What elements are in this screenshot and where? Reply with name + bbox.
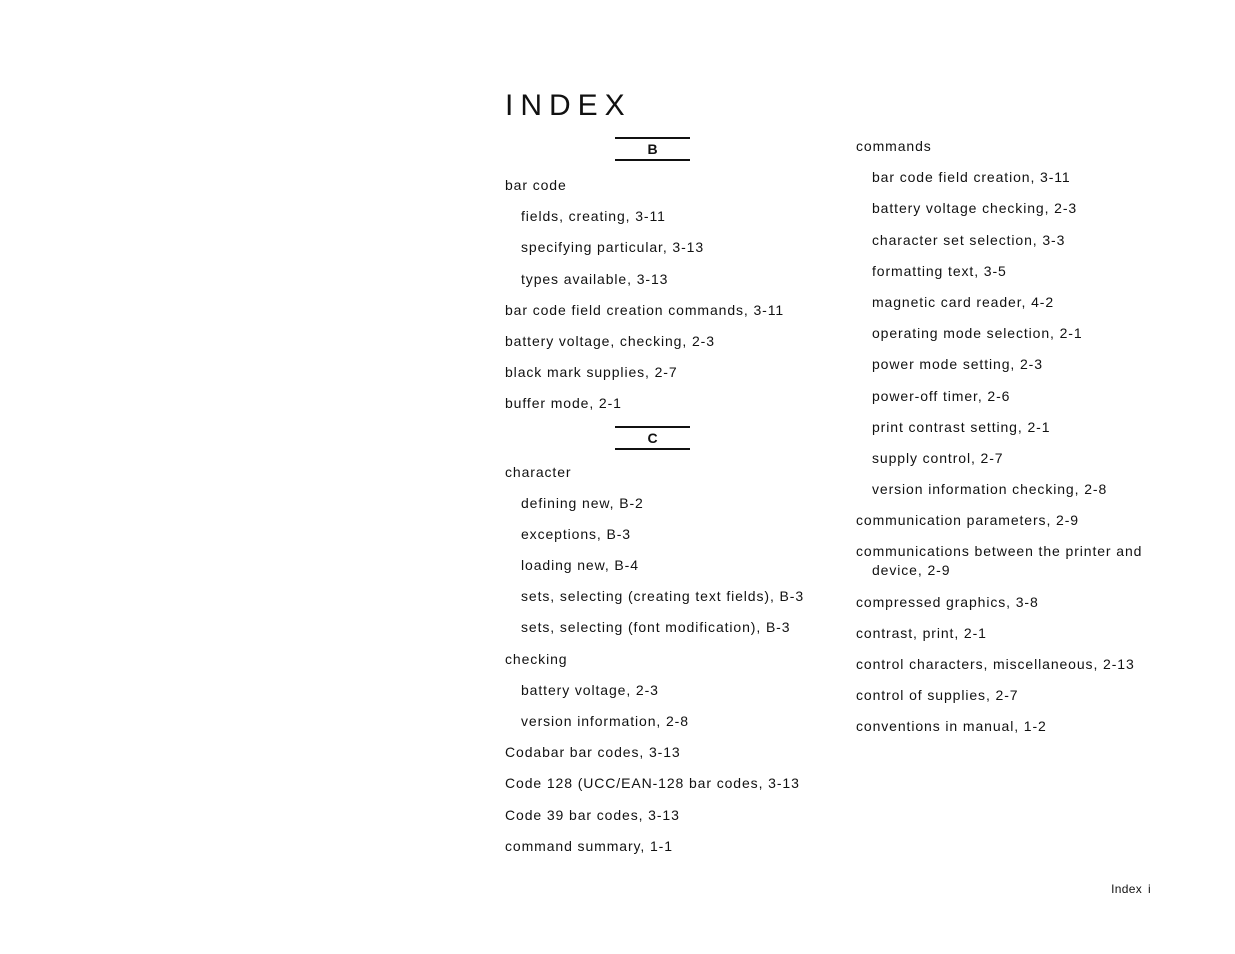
index-subentry: fields, creating, 3-11 xyxy=(521,208,666,225)
index-entry: Codabar bar codes, 3-13 xyxy=(505,744,681,761)
index-subentry: character set selection, 3-3 xyxy=(872,231,1066,248)
index-entry: commands xyxy=(856,138,932,154)
index-entry: communication parameters, 2-9 xyxy=(856,512,1079,529)
footer-page-number: i xyxy=(1148,882,1151,896)
index-subentry: defining new, B-2 xyxy=(521,494,644,511)
page-footer xyxy=(1111,882,1151,896)
index-entry: battery voltage, checking, 2-3 xyxy=(505,332,715,349)
index-entry: buffer mode, 2-1 xyxy=(505,395,622,412)
page-title: INDEX xyxy=(505,89,632,122)
index-column-right xyxy=(856,137,1156,749)
index-subentry: loading new, B-4 xyxy=(521,557,639,574)
index-list-c-continued xyxy=(856,137,1156,736)
index-entry: bar code xyxy=(505,177,567,193)
index-entry: control characters, miscellaneous, 2-13 xyxy=(856,656,1135,672)
index-subentry: sets, selecting (creating text fields), B-3 xyxy=(521,588,805,605)
index-subentry: power mode setting, 2-3 xyxy=(872,356,1043,373)
index-list-c xyxy=(505,463,825,856)
index-subentry: version information checking, 2-8 xyxy=(872,481,1108,498)
index-subentry: battery voltage, 2-3 xyxy=(521,681,659,698)
index-entry: Code 39 bar codes, 3-13 xyxy=(505,806,680,823)
index-subentry: power-off timer, 2-6 xyxy=(872,387,1011,404)
section-heading-b: B xyxy=(615,137,690,161)
index-subentry: battery voltage checking, 2-3 xyxy=(872,200,1078,217)
index-subentry: version information, 2-8 xyxy=(521,713,689,729)
index-subentry: exceptions, B-3 xyxy=(521,525,631,542)
index-column-left xyxy=(505,137,825,868)
index-subentry: supply control, 2-7 xyxy=(872,449,1004,466)
index-subentry: bar code field creation, 3-11 xyxy=(872,169,1071,186)
index-entry: checking xyxy=(505,650,568,667)
index-entry: command summary, 1-1 xyxy=(505,837,673,854)
index-subentry: formatting text, 3-5 xyxy=(872,262,1007,279)
index-entry: character xyxy=(505,463,572,480)
index-subentry: operating mode selection, 2-1 xyxy=(872,325,1083,342)
index-entry: Code 128 (UCC/EAN-128 bar codes, 3-13 xyxy=(505,775,800,792)
footer-label: Index xyxy=(1111,882,1143,896)
section-heading-c: C xyxy=(615,426,690,450)
index-entry: bar code field creation commands, 3-11 xyxy=(505,301,785,318)
index-entry: control of supplies, 2-7 xyxy=(856,687,1019,704)
index-list-b xyxy=(505,176,825,413)
index-entry: conventions in manual, 1-2 xyxy=(856,718,1047,735)
index-subentry: magnetic card reader, 4-2 xyxy=(872,293,1055,310)
index-subentry: specifying particular, 3-13 xyxy=(521,239,705,256)
index-subentry: print contrast setting, 2-1 xyxy=(872,418,1051,435)
index-subentry: types available, 3-13 xyxy=(521,270,669,287)
index-entry: contrast, print, 2-1 xyxy=(856,624,987,641)
index-entry: black mark supplies, 2-7 xyxy=(505,364,678,381)
index-entry: compressed graphics, 3-8 xyxy=(856,593,1039,610)
index-subentry: sets, selecting (font modification), B-3 xyxy=(521,619,791,636)
index-entry: communications between the printer and device, 2-9 xyxy=(856,543,1143,579)
